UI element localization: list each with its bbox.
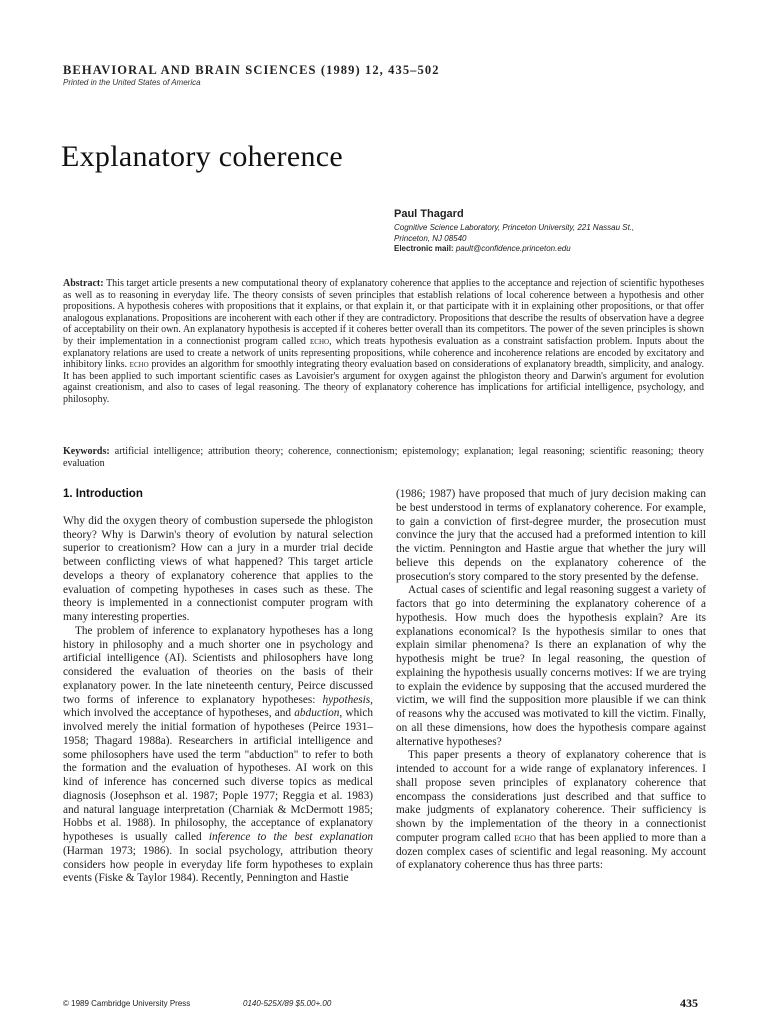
emphasis-hypothesis: hypothesis, <box>322 693 374 706</box>
abstract <box>63 278 704 406</box>
emphasis-ibe: inference to the best explanation <box>208 831 374 843</box>
text-run: (Harman 1973; 1986). In social psychology, attribution theory considers how people in everyday life form hypotheses to explain events (Fiske & Taylor 1984). Recently, Pennington and Hastie <box>63 844 373 885</box>
text-run: which involved merely the initial formation of hypotheses (Peirce 1931–1958; Thagard 1988a). Researchers in artificial intelligence and some philosophers have used the term "abduction" to refer to both the formation and the evaluation of hypotheses. AI work on this kind of inference has concerned such diverse topics as medical diagnosis (Josephson et al. 1987; Pople 1977; Reggia et al. 1983) and natural language interpretation (Charniak & McDermott 1985; Hobbs et al. 1988). In philosophy, the acceptance of explanatory hypotheses is usually called <box>63 707 374 843</box>
email-label: Electronic mail: <box>394 244 454 253</box>
abstract-text-3: provides an algorithm for smoothly integrating theory evaluation based on considerations of explanatory breadth, simplicity, and analogy. It has been applied to such important scientific cases as Lavoisier's argument for oxygen against the phlogiston theory and Darwin's argument for evolution against creationism, and also to cases of legal reasoning. The theory of explanatory coherence has implications for artificial intelligence, psychology, and philosophy. <box>63 359 704 405</box>
abstract-echo-2: echo <box>129 359 149 371</box>
article-title: Explanatory coherence <box>61 140 343 173</box>
abstract-text-1: This target article presents a new computational theory of explanatory coherence that applies to the acceptance and rejection of scientific hypotheses as well as to reasoning in everyday life. The theory consists of seven principles that establish relations of local coherence between a hypothesis and other propositions. A hypothesis coheres with propositions that it explains, or that explain it, or that participate with it in explaining other propositions, or that offer analogous explanations. Propositions are incoherent with each other if they are contradictory. Propositions that describe the results of observation have a degree of acceptability on their own. An explanatory hypothesis is accepted if it coheres better overall than its competitors. The power of the seven principles is shown by their implementation in a connectionist program called <box>63 278 704 347</box>
journal-header: BEHAVIORAL AND BRAIN SCIENCES (1989) 12, 435–502 <box>63 63 440 77</box>
author-name: Paul Thagard <box>394 208 464 220</box>
author-affiliation-line1: Cognitive Science Laboratory, Princeton University, 221 Nassau St., <box>394 223 635 232</box>
text-run: that has been applied to more than a dozen complex cases of scientific and legal reasoning. My account of explanatory coherence thus has three parts: <box>396 831 706 872</box>
text-run: The problem of inference to explanatory hypotheses has a long history in philosophy and a much shorter one in psychology and artificial intelligence (AI). Scientists and philosophers have long considered the evaluation of theories on the basis of their explanatory power. In the late nineteenth century, Peirce discussed two forms of inference to explanatory hypotheses: <box>63 624 373 706</box>
text-run: This paper presents a theory of explanatory coherence that is intended to account for a wide range of explanatory inferences. I shall propose seven principles of explanatory coherence that encompass the considerations just described and that suffice to make judgments of explanatory coherence. Their sufficiency is shown by the implementation of the theory in a connectionist computer program called <box>396 749 706 844</box>
keywords-label: Keywords: <box>63 446 110 457</box>
author-affiliation-line2: Princeton, NJ 08540 <box>394 233 467 243</box>
author-email <box>394 244 714 255</box>
author-block <box>394 208 714 255</box>
body-paragraph <box>396 749 706 873</box>
section-heading: 1. Introduction <box>63 488 143 500</box>
email-address: pault@confidence.princeton.edu <box>455 244 571 253</box>
body-paragraph: Why did the oxygen theory of combustion supersede the phlogiston theory? Why is Darwin's theory of evolution by natural selection superior to creationism? How can a jury in a murder trial decide between conflicting views of what happened? This target article develops a theory of explanatory coherence that applies to the evaluation of competing hypotheses in cases such as these. The theory is implemented in a connectionist computer program with many interesting properties. <box>63 514 373 623</box>
body-paragraph <box>63 625 373 886</box>
issn-price: 0140-525X/89 $5.00+.00 <box>243 999 332 1008</box>
printed-in-note: Printed in the United States of America <box>63 78 201 87</box>
abstract-label: Abstract: <box>63 278 104 289</box>
text-run: which involved the acceptance of hypotheses, and <box>63 707 292 720</box>
keywords <box>63 446 704 469</box>
abstract-echo-1: echo <box>310 335 330 347</box>
keywords-text: artificial intelligence; attribution theory; coherence, connectionism; epistemology; explanation; legal reasoning; scientific reasoning; theory evaluation <box>63 446 704 469</box>
copyright-notice: © 1989 Cambridge University Press <box>63 999 191 1008</box>
left-column <box>63 488 373 886</box>
page-number: 435 <box>680 996 698 1010</box>
body-paragraph: (1986; 1987) have proposed that much of jury decision making can be best understood in terms of explanatory coherence. For example, to gain a conviction of first-degree murder, the prosecution must convince the jury that the accused had a preformed intention to kill the victim. Pennington and Hastie argue that whether the jury will believe this depends on the explanatory coherence of the prosecution's story compared to the story presented by the defense. <box>396 488 706 583</box>
body-paragraph: Actual cases of scientific and legal reasoning suggest a variety of factors that go into determining the explanatory coherence of a hypothesis. How much does the hypothesis explain? Are its explanations economical? Is the hypothesis similar to ones that explain similar phenomena? Is there an explanation of why the hypothesis might be true? In legal reasoning, the question of explaining the hypothesis usually concerns motives: If we are trying to explain the evidence by supposing that the accused murdered the victim, we will find the supposition more plausible if we can think of reasons why the accused was motivated to kill the victim. Finally, on all these dimensions, how does the hypothesis compare against alternative hypotheses? <box>396 584 706 748</box>
emphasis-abduction: abduction, <box>294 707 343 720</box>
abstract-text-2: , which treats hypothesis evaluation as a constraint satisfaction problem. Inputs about the explanatory relations are used to create a network of units representing propositions, while coherence and incoherence relations are encoded by excitatory and inhibitory links. <box>63 335 705 371</box>
right-column <box>396 488 706 873</box>
echo-program-name: echo <box>514 831 536 844</box>
